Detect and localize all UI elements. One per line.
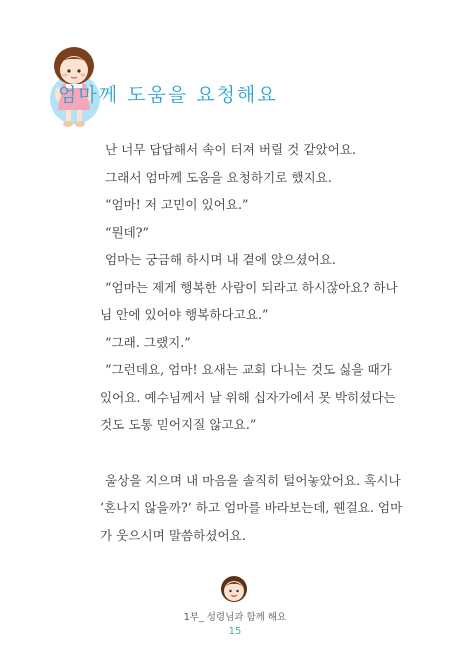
story-line: 엄마는 궁금해 하시며 내 곁에 앉으셨어요. <box>105 252 336 267</box>
chapter-header <box>0 0 470 130</box>
footer-section-label: 1부_ 성령님과 함께 해요 <box>183 612 287 623</box>
page-number: 15 <box>228 626 242 637</box>
story-line: ‘혼나지 않을까?’ 하고 엄마를 바라보는데, 웬걸요. 엄마 <box>100 500 403 515</box>
story-line: “엄마는 제게 행복한 사람이 되라고 하시잖아요? 하나 <box>105 279 398 295</box>
story-text <box>100 136 420 549</box>
story-line: 가 웃으시며 말씀하셨어요. <box>100 527 246 543</box>
story-line: 님 안에 있어야 행복하다고요.” <box>100 307 269 322</box>
story-line: “그런데요, 엄마! 요새는 교회 다니는 것도 싫을 때가 <box>105 362 392 377</box>
story-line: 그래서 엄마께 도움을 요청하기로 했지요. <box>105 169 332 185</box>
girl-face-icon <box>219 574 249 604</box>
story-line: 난 너무 답답해서 속이 터져 버릴 것 같았어요. <box>105 142 357 157</box>
story-line: 있어요. 예수님께서 날 위해 십자가에서 못 박히셨다는 <box>100 389 396 405</box>
paragraph-gap <box>100 439 420 467</box>
story-line: 것도 도통 믿어지질 않고요.” <box>100 417 257 432</box>
story-line: 울상을 지으며 내 마음을 솔직히 털어놓았어요. 혹시나 <box>105 472 401 488</box>
story-line: “그래. 그랬지.” <box>105 334 191 350</box>
story-line: “엄마! 저 고민이 있어요.” <box>105 197 249 212</box>
story-line: “뭔데?” <box>105 224 149 240</box>
chapter-title: 엄마께 도움을 요청해요 <box>58 84 278 106</box>
